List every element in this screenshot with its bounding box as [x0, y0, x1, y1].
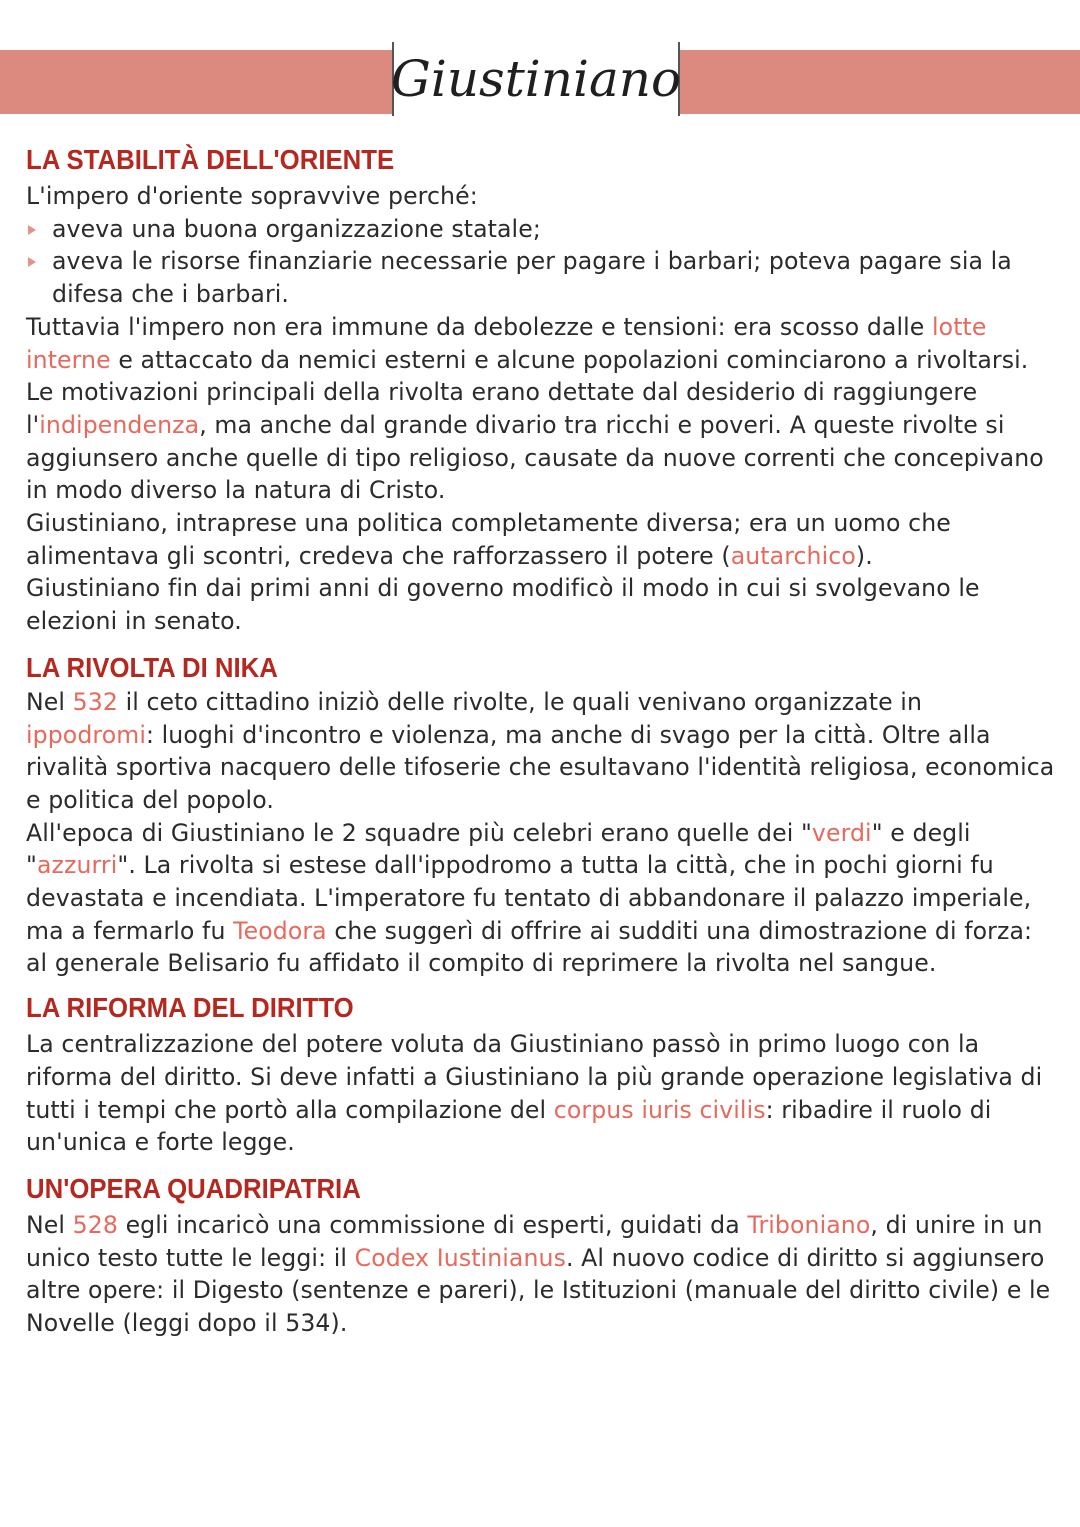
- section-heading-nika: LA RIVOLTA DI NIKA: [26, 651, 278, 683]
- text-run: " e degli ": [26, 818, 971, 880]
- highlight-term: lotte interne: [26, 312, 987, 374]
- section-heading-riforma: LA RIFORMA DEL DIRITTO: [26, 992, 354, 1024]
- highlight-term: ippodromi: [26, 720, 146, 749]
- title-box: [392, 42, 680, 116]
- text-run: Giustiniano, intraprese una politica completamente diversa; era un uomo che alimentava gli scontri, credeva che rafforzassero il potere (: [26, 509, 951, 570]
- paragraph: [26, 686, 1056, 817]
- highlight-term: Codex Iustinianus: [354, 1243, 566, 1272]
- title-banner: [0, 50, 1080, 114]
- text-run: , ma anche dal grande divario tra ricchi e poveri. A queste rivolte si aggiunsero anche quelle di tipo religioso, causate da nuove correnti che concepivano in modo diverso la natura di Cristo.: [26, 410, 1044, 505]
- text-run: e attaccato da nemici esterni e alcune popolazioni cominciarono a rivoltarsi. Le motivazioni principali della rivolta erano dettate dal desiderio di raggiungere l': [26, 345, 1029, 439]
- text-run: , di unire in un unico testo tutte le leggi: il: [26, 1210, 1043, 1272]
- triangle-bullet-icon: [28, 257, 36, 267]
- paragraph: [26, 817, 1056, 981]
- highlight-term: corpus iuris civilis: [553, 1095, 766, 1124]
- highlight-term: 528: [72, 1210, 118, 1239]
- text-run: il ceto cittadino iniziò delle rivolte, le quali venivano organizzate in: [117, 687, 923, 716]
- paragraph: [26, 311, 1056, 507]
- list-item: [26, 245, 1056, 310]
- text-run: . Al nuovo codice di diritto si aggiunsero altre opere: il Digesto (sentenze e pareri), le Istituzioni (manuale del diritto civile) e le Novelle (leggi dopo il 534).: [26, 1243, 1051, 1338]
- highlight-term: Triboniano: [747, 1210, 871, 1239]
- text-run: Tuttavia l'impero non era immune da debolezze e tensioni: era scosso dalle: [26, 312, 932, 341]
- list-item-text: aveva le risorse finanziarie necessarie per pagare i barbari; poteva pagare sia la difesa che i barbari.: [52, 247, 1012, 309]
- paragraph: Giustiniano fin dai primi anni di governo modificò il modo in cui si svolgevano le elezioni in senato.: [26, 574, 980, 636]
- section-heading-opera: UN'OPERA QUADRIPATRIA: [26, 1172, 361, 1204]
- banner-stripe-left: [0, 50, 392, 114]
- page-title: Giustiniano: [390, 50, 682, 108]
- text-run: Nel: [26, 687, 73, 716]
- list-item-text: aveva una buona organizzazione statale;: [52, 214, 541, 243]
- text-run: che suggerì di offrire ai sudditi una dimostrazione di forza: al generale Belisario fu affidato il compito di reprimere la rivolta nel sangue.: [26, 916, 1033, 978]
- text-run: ". La rivolta si estese dall'ippodromo a tutta la città, che in pochi giorni fu devastata e incendiata. L'imperatore fu tentato di abbandonare il palazzo imperiale, ma a fermarlo fu: [26, 851, 1032, 945]
- banner-stripe-right: [680, 50, 1080, 114]
- paragraph: [26, 1028, 1056, 1159]
- text-run: Nel: [26, 1210, 73, 1239]
- list-item: [26, 213, 1056, 246]
- section-heading-stabilita: LA STABILITÀ DELL'ORIENTE: [26, 144, 395, 175]
- paragraph: [26, 507, 1056, 572]
- highlight-term: 532: [72, 687, 118, 716]
- highlight-term: Teodora: [233, 916, 327, 945]
- text-run: : luoghi d'incontro e violenza, ma anche di svago per la città. Oltre alla rivalità sportiva nacquero delle tifoserie che esultavano l'identità religiosa, economica e politica del popolo.: [26, 720, 1055, 814]
- text-run: All'epoca di Giustiniano le 2 squadre più celebri erano quelle dei ": [26, 818, 812, 847]
- highlight-term: indipendenza: [39, 410, 200, 439]
- document-body: [26, 142, 1056, 1340]
- highlight-term: azzurri: [36, 851, 118, 880]
- triangle-bullet-icon: [28, 225, 36, 235]
- paragraph: [26, 1209, 1056, 1340]
- text-run: La centralizzazione del potere voluta da Giustiniano passò in primo luogo con la riforma del diritto. Si deve infatti a Giustiniano la più grande operazione legislativa di tutti i tempi che portò alla compilazione del: [26, 1030, 1043, 1124]
- text-run: : ribadire il ruolo di un'unica e forte legge.: [26, 1095, 992, 1157]
- text-run: ).: [855, 541, 873, 570]
- highlight-term: autarchico: [730, 541, 856, 570]
- bullet-list: [26, 213, 1056, 311]
- highlight-term: verdi: [811, 818, 872, 847]
- paragraph-intro: L'impero d'oriente sopravvive perché:: [26, 182, 478, 210]
- text-run: egli incaricò una commissione di esperti, guidati da: [117, 1210, 748, 1239]
